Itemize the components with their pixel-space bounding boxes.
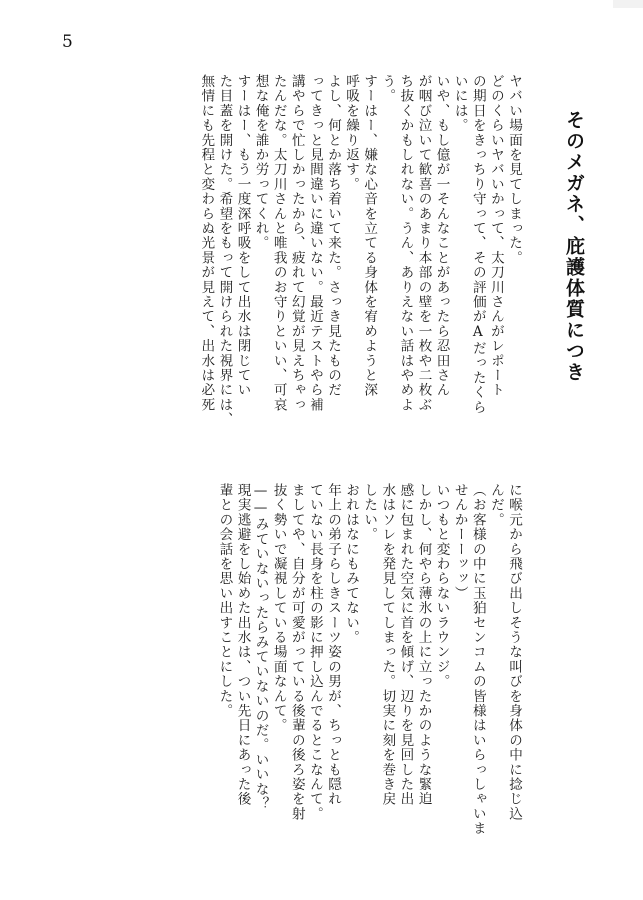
upper-text-column: う。 — [379, 74, 396, 104]
upper-text-column: ヤバい場面を見てしまった。 — [506, 74, 522, 266]
lower-text-column: 感に包まれた空気に首を傾げ、辺りを見回した出 — [397, 483, 414, 807]
upper-text-column: が咽び泣いて歓喜のあまり本部の壁を一枚や二枚ぶ — [415, 74, 432, 413]
upper-text-column: すーはー、嫌な心音を立てる身体を宥めようと深 — [361, 74, 378, 398]
upper-text-column: すーはー、もう一度深呼吸をして出水は閉じてい — [234, 74, 251, 398]
upper-text-column: の期日をきっちり守って、その評価がAだったくら — [469, 74, 486, 415]
upper-text-column: 想な俺を誰か労ってくれ。 — [252, 74, 269, 251]
upper-text-column: 呼吸を繰り返す。 — [343, 74, 360, 192]
lower-text-column: しかし、何やら薄氷の上に立ったかのような緊迫 — [415, 483, 432, 807]
lower-text-column: ていない長身を柱の影に押し込んでるとこなんて。 — [306, 483, 323, 822]
lower-text-column: に喉元から飛び出しそうな叫びを身体の中に捻じ込 — [506, 483, 522, 822]
upper-text-column: ち抜くかもしれない。うん、ありえない話はやめよ — [397, 74, 414, 413]
lower-text-column: （お客様の中に玉狛センコムの皆様はいらっしゃいま — [469, 483, 486, 836]
upper-text-column: たんだな。太刀川さんと唯我のお守りといい、可哀 — [270, 74, 287, 413]
upper-text-column: ってきっと見間違いに違いない。最近テストやら補 — [306, 74, 323, 413]
lower-text-column: 抜く勢いで凝視している場面なんて。 — [270, 483, 287, 733]
upper-text-column: いには。 — [451, 74, 468, 133]
upper-text-column: どのくらいヤバいかって、太刀川さんがレポート — [487, 74, 504, 398]
lower-text-column: ましてや、自分が可愛がっている後輩の後ろ姿を射 — [288, 483, 305, 822]
lower-text-column: いつもと変わらないラウンジ。 — [433, 483, 450, 689]
upper-text-column: よし、何とか落ち着いて来た。さっき見たものだ — [325, 74, 341, 398]
lower-text-column: 年上の弟子らしきスーツ姿の男が、ちっとも隠れ — [325, 483, 341, 807]
lower-text-column: 輩との会話を思い出すことにした。 — [216, 483, 233, 719]
page-number: 5 — [62, 32, 73, 52]
lower-text-column: ——みていないったらみていないのだ。いいな？ — [252, 483, 269, 812]
upper-text-column: いや、もし億が一そんなことがあったら忍田さん — [433, 74, 450, 398]
lower-text-column: んだ。 — [487, 483, 504, 528]
lower-text-column: 水はソレを発見してしまった。切実に刻を巻き戻 — [379, 483, 396, 807]
lower-text-column: おれはなにもみてない。 — [343, 483, 360, 645]
lower-text-column: せんかーーッッ） — [451, 483, 468, 601]
lower-text-column: 現実逃避をし始めた出水は、つい先日にあった後 — [234, 483, 251, 807]
lower-text-column: したい。 — [361, 483, 378, 542]
upper-text-column: 無情にも先程と変わらぬ光景が見えて、出水は必死 — [198, 74, 215, 413]
upper-text-column: た目蓋を開けた。希望をもって開けられた視界には、 — [216, 74, 233, 427]
chapter-title: そのメガネ、庇護体質につき — [563, 110, 585, 383]
scan-corner-mark — [613, 0, 643, 8]
upper-text-column: 講やらで忙しかったから、疲れて幻覚が見えちゃっ — [288, 74, 305, 413]
